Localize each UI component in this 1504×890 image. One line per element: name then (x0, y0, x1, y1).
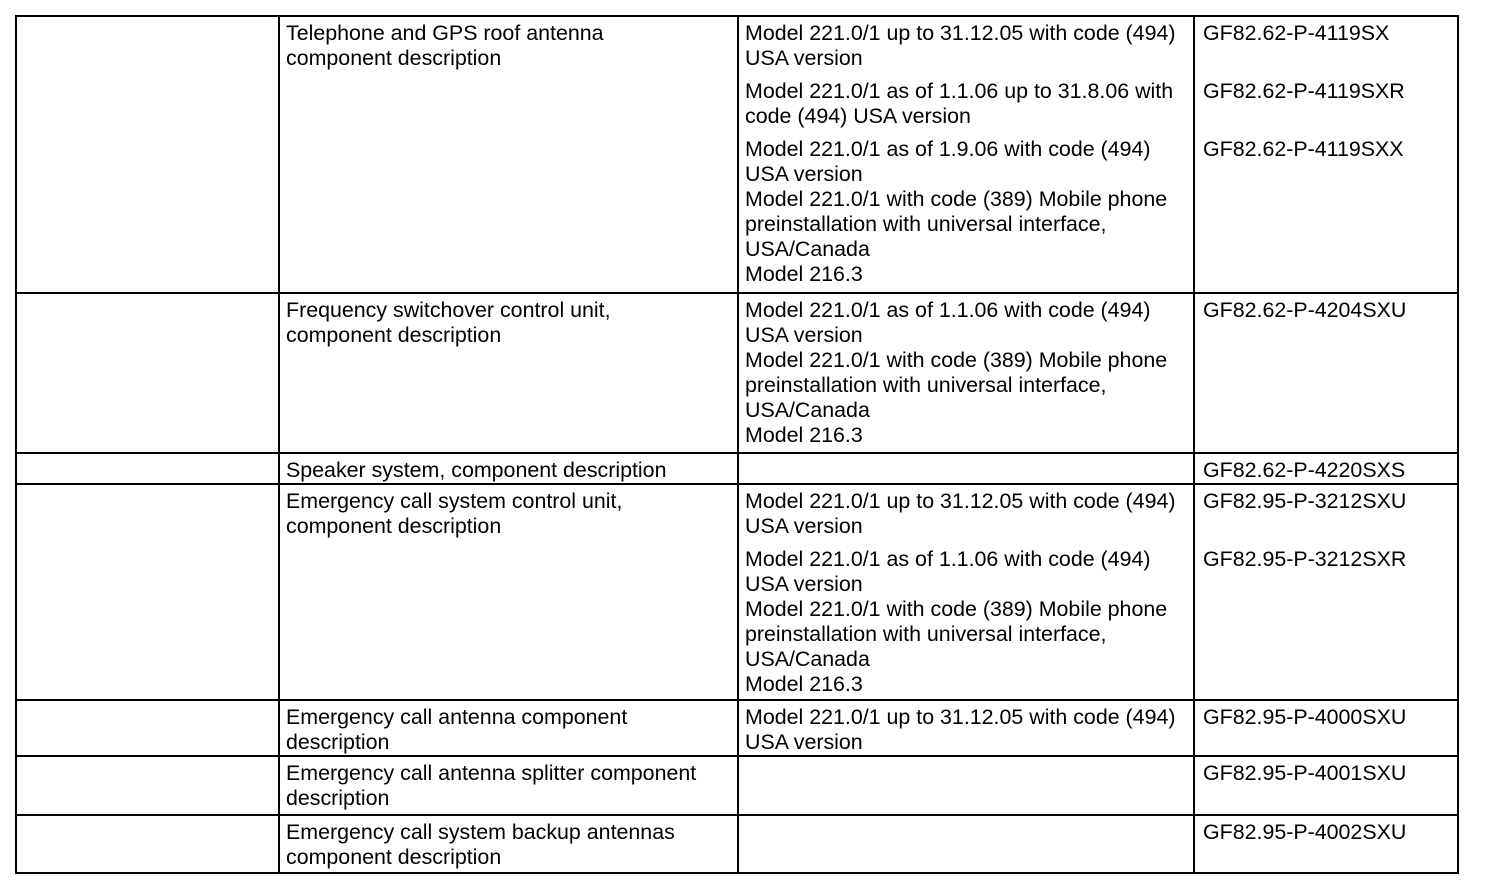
model-applicability: Model 221.0/1 with code (389) Mobile phone preinstallation with universal interface, USA/Canada (745, 597, 1168, 671)
model-code-entry (739, 298, 1457, 348)
component-cell (280, 816, 739, 872)
model-applicability: Model 221.0/1 as of 1.1.06 with code (494) USA version (745, 547, 1151, 596)
model-applicability: Model 221.0/1 up to 31.12.05 with code (494) USA version (745, 705, 1176, 754)
model-applicability: Model 221.0/1 as of 1.1.06 up to 31.8.06 with code (494) USA version (745, 79, 1174, 128)
empty-cell (17, 294, 280, 452)
component-description: Frequency switchover control unit, component description (286, 298, 611, 347)
model-code-entry (739, 262, 1457, 287)
document-code: GF82.95-P-3212SXR (1203, 547, 1407, 571)
component-description: Speaker system, component description (286, 458, 667, 482)
model-applicability: Model 221.0/1 as of 1.9.06 with code (494) USA version (745, 137, 1151, 186)
model-code-cell (739, 816, 1457, 872)
table-row (17, 701, 1457, 757)
component-description: Telephone and GPS roof antenna component description (286, 21, 604, 70)
model-applicability: Model 221.0/1 with code (389) Mobile phone preinstallation with universal interface, USA/Canada (745, 348, 1168, 422)
empty-cell (17, 454, 280, 483)
document-code: GF82.95-P-4002SXU (1203, 820, 1407, 844)
model-applicability: Model 216.3 (745, 262, 863, 286)
model-code-entry (739, 187, 1457, 262)
model-applicability: Model 221.0/1 with code (389) Mobile phone preinstallation with universal interface, USA/Canada (745, 187, 1168, 261)
table-row (17, 454, 1457, 485)
component-cell (280, 294, 739, 452)
model-code-entry (739, 137, 1457, 187)
model-code-entry (739, 672, 1457, 697)
document-code: GF82.62-P-4204SXU (1203, 298, 1407, 322)
model-code-entry (739, 79, 1457, 129)
component-description: Emergency call system backup antennas component description (286, 820, 675, 869)
model-applicability: Model 221.0/1 as of 1.1.06 with code (494) USA version (745, 298, 1151, 347)
model-code-entry (739, 423, 1457, 448)
component-cell (280, 485, 739, 699)
table-row (17, 757, 1457, 816)
table-row (17, 485, 1457, 701)
component-cell (280, 454, 739, 483)
model-code-entry (739, 820, 1457, 845)
empty-cell (17, 816, 280, 872)
model-code-cell (739, 454, 1457, 483)
model-applicability: Model 216.3 (745, 672, 863, 696)
model-code-entry (739, 597, 1457, 672)
model-code-entry (739, 348, 1457, 423)
table-row (17, 294, 1457, 454)
document-code: GF82.62-P-4119SXX (1203, 137, 1404, 161)
component-cell (280, 17, 739, 292)
table-row (17, 816, 1457, 872)
model-applicability: Model 221.0/1 up to 31.12.05 with code (494) USA version (745, 489, 1176, 538)
model-code-cell (739, 294, 1457, 452)
document-code: GF82.62-P-4119SX (1203, 21, 1390, 45)
component-description: Emergency call antenna component description (286, 705, 628, 754)
table-row (17, 17, 1457, 294)
component-cell (280, 757, 739, 814)
model-code-entry (739, 547, 1457, 597)
empty-cell (17, 757, 280, 814)
model-code-cell (739, 485, 1457, 699)
model-code-entry (739, 458, 1457, 483)
document-code: GF82.95-P-4001SXU (1203, 761, 1407, 785)
document-code: GF82.62-P-4119SXR (1203, 79, 1405, 103)
component-description: Emergency call system control unit, component description (286, 489, 623, 538)
document-code: GF82.95-P-3212SXU (1203, 489, 1407, 513)
model-code-cell (739, 701, 1457, 755)
model-code-entry (739, 489, 1457, 539)
model-applicability: Model 216.3 (745, 423, 863, 447)
model-code-entry (739, 761, 1457, 786)
model-code-cell (739, 17, 1457, 292)
parts-table (15, 15, 1459, 874)
empty-cell (17, 701, 280, 755)
model-code-cell (739, 757, 1457, 814)
document-code: GF82.95-P-4000SXU (1203, 705, 1407, 729)
model-applicability: Model 221.0/1 up to 31.12.05 with code (494) USA version (745, 21, 1176, 70)
model-code-entry (739, 21, 1457, 71)
empty-cell (17, 17, 280, 292)
empty-cell (17, 485, 280, 699)
component-cell (280, 701, 739, 755)
model-code-entry (739, 705, 1457, 755)
document-code: GF82.62-P-4220SXS (1203, 458, 1406, 482)
component-description: Emergency call antenna splitter component description (286, 761, 697, 810)
